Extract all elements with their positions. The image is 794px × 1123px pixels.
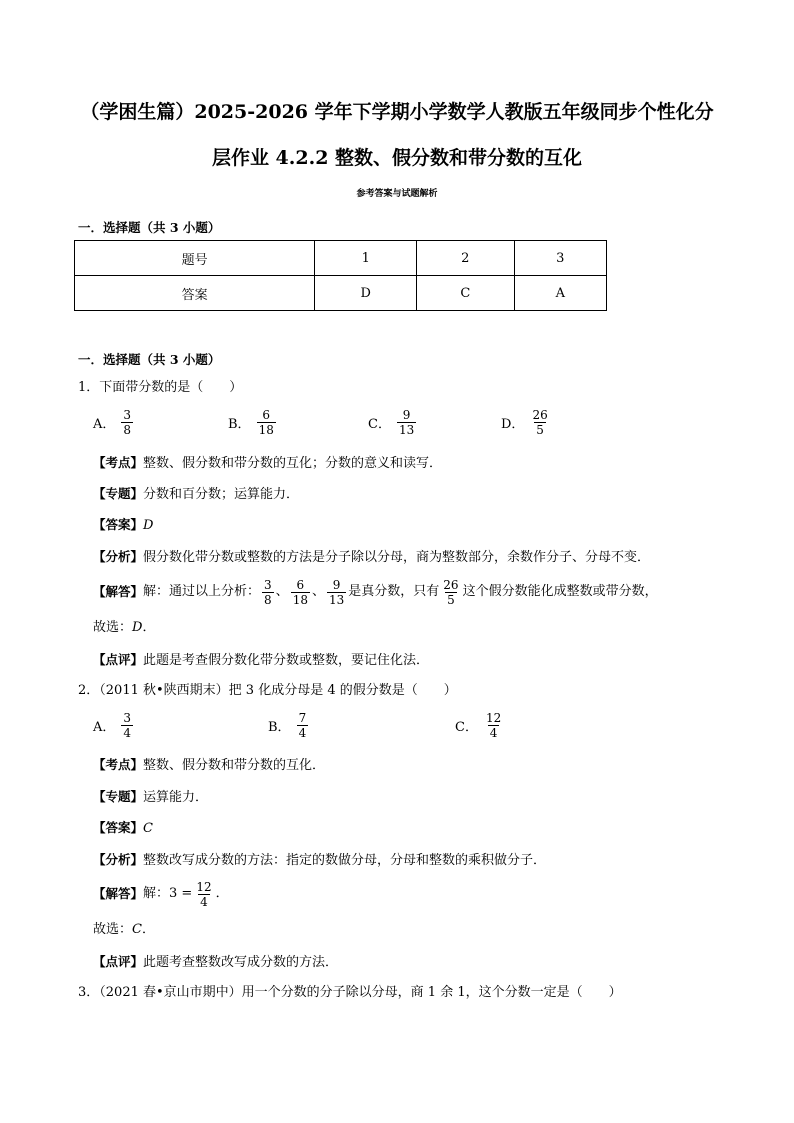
table-cell: A bbox=[514, 276, 606, 311]
dianping-tag: 【点评】 bbox=[93, 652, 144, 667]
table-header-cell: 题号 bbox=[75, 241, 315, 276]
numerator: 6 bbox=[262, 408, 271, 422]
jieda-tag: 【解答】 bbox=[93, 584, 144, 599]
fraction bbox=[194, 880, 213, 909]
table-cell: D bbox=[315, 276, 417, 311]
fenxi-text: 假分数化带分数或整数的方法是分子除以分母，商为整数部分，余数作分子、分母不变． bbox=[143, 550, 651, 565]
numerator: 3 bbox=[123, 711, 132, 725]
denominator: 13 bbox=[398, 423, 415, 437]
guxuan-text: 故选： bbox=[93, 922, 133, 937]
fenxi-text: 整数改写成分数的方法：指定的数做分母，分母和整数的乘积做分子． bbox=[143, 853, 547, 868]
jieda-text: 解：通过以上分析： bbox=[143, 584, 261, 599]
fraction bbox=[327, 578, 346, 607]
kaodian-tag: 【考点】 bbox=[93, 455, 144, 470]
fraction bbox=[121, 408, 133, 437]
numerator: 3 bbox=[123, 408, 132, 422]
q2-kaodian bbox=[93, 755, 325, 776]
denominator: 8 bbox=[264, 592, 272, 607]
separator: 、 bbox=[311, 584, 325, 599]
jieda-text: 解：3 = bbox=[143, 886, 193, 901]
document-subtitle: 参考答案与试题解析 bbox=[356, 189, 438, 199]
jieda-end: ． bbox=[215, 886, 229, 901]
fraction bbox=[121, 711, 133, 740]
daan-text: D bbox=[143, 518, 154, 533]
guxuan-end: ． bbox=[142, 620, 156, 635]
numerator: 3 bbox=[264, 577, 272, 592]
jieda-tag: 【解答】 bbox=[93, 886, 144, 901]
denominator: 5 bbox=[447, 592, 455, 607]
kaodian-text: 整数、假分数和带分数的互化． bbox=[143, 758, 326, 773]
denominator: 8 bbox=[123, 423, 132, 437]
fraction bbox=[484, 711, 503, 740]
q1-option-a bbox=[93, 408, 135, 437]
document-title-line-1: （学困生篇）2025-2026 学年下学期小学数学人教版五年级同步个性化分 bbox=[80, 101, 714, 123]
numerator: 12 bbox=[485, 711, 502, 725]
table-header-cell: 答案 bbox=[75, 276, 315, 311]
numerator: 9 bbox=[332, 577, 341, 592]
denominator: 4 bbox=[123, 726, 132, 740]
q1-option-b bbox=[228, 408, 278, 437]
guxuan-answer: C bbox=[132, 922, 142, 937]
numerator: 7 bbox=[298, 711, 307, 725]
answer-section-heading: 一．选择题（共 3 小题） bbox=[78, 220, 221, 235]
fraction bbox=[262, 578, 274, 607]
question-3-stem: 3．（2021 春•京山市期中）用一个分数的分子除以分母，商 1 余 1，这个分数一定是（ ） bbox=[78, 985, 622, 1000]
question-2-stem: 2．（2011 秋•陕西期末）把 3 化成分母是 4 的假分数是（ ） bbox=[78, 683, 457, 698]
option-label: C． bbox=[368, 417, 391, 432]
guxuan-text: 故选： bbox=[93, 620, 133, 635]
fraction bbox=[291, 578, 310, 607]
option-label: A． bbox=[93, 417, 116, 432]
q1-option-c bbox=[368, 408, 418, 437]
table-cell: C bbox=[417, 276, 514, 311]
numerator: 12 bbox=[196, 879, 212, 894]
numerator: 9 bbox=[402, 408, 411, 422]
q2-dianping bbox=[93, 952, 338, 973]
answer-table bbox=[74, 240, 607, 311]
fraction bbox=[530, 408, 549, 437]
q1-fenxi bbox=[93, 547, 650, 568]
option-label: B． bbox=[268, 720, 291, 735]
q1-option-d bbox=[501, 408, 552, 437]
q2-zhuanti bbox=[93, 787, 208, 808]
table-cell: 3 bbox=[514, 241, 606, 276]
fraction bbox=[257, 408, 276, 437]
q1-dianping bbox=[93, 650, 429, 671]
jieda-text: 是真分数，只有 bbox=[348, 584, 440, 599]
daan-text: C bbox=[143, 821, 153, 836]
numerator: 26 bbox=[532, 408, 548, 422]
zhuanti-text: 运算能力． bbox=[143, 790, 209, 805]
table-row bbox=[75, 276, 607, 311]
numerator: 6 bbox=[296, 577, 305, 592]
numerator: 26 bbox=[443, 577, 459, 592]
fraction bbox=[297, 711, 309, 740]
dianping-tag: 【点评】 bbox=[93, 954, 144, 969]
option-label: C． bbox=[455, 720, 478, 735]
option-label: D． bbox=[501, 417, 525, 432]
q2-jieda bbox=[93, 878, 229, 910]
jieda-text: 这个假分数能化成整数或带分数， bbox=[462, 584, 658, 599]
kaodian-tag: 【考点】 bbox=[93, 757, 144, 772]
question-1-stem: 1．下面带分数的是（ ） bbox=[78, 380, 243, 395]
q2-option-b bbox=[268, 711, 310, 740]
q1-guxuan bbox=[93, 618, 155, 638]
denominator: 13 bbox=[328, 592, 345, 607]
q1-jieda bbox=[93, 576, 658, 608]
document-title-line-2: 层作业 4.2.2 整数、假分数和带分数的互化 bbox=[211, 147, 583, 169]
fraction bbox=[397, 408, 416, 437]
dianping-text: 此题是考查假分数化带分数或整数，要记住化法． bbox=[143, 653, 430, 668]
denominator: 5 bbox=[536, 423, 544, 437]
q2-fenxi bbox=[93, 850, 546, 871]
daan-tag: 【答案】 bbox=[93, 517, 144, 532]
table-cell: 2 bbox=[417, 241, 514, 276]
kaodian-text: 整数、假分数和带分数的互化；分数的意义和读写． bbox=[143, 456, 443, 471]
zhuanti-text: 分数和百分数；运算能力． bbox=[143, 487, 300, 502]
fenxi-tag: 【分析】 bbox=[93, 549, 144, 564]
fraction bbox=[441, 578, 460, 607]
zhuanti-tag: 【专题】 bbox=[93, 486, 144, 501]
q2-daan bbox=[93, 818, 153, 839]
detail-section-heading: 一．选择题（共 3 小题） bbox=[78, 352, 221, 367]
table-row bbox=[75, 241, 607, 276]
denominator: 18 bbox=[292, 592, 308, 607]
denominator: 4 bbox=[298, 726, 307, 740]
table-cell: 1 bbox=[315, 241, 417, 276]
separator: 、 bbox=[275, 584, 289, 599]
option-label: A． bbox=[93, 720, 116, 735]
denominator: 4 bbox=[200, 894, 208, 909]
denominator: 4 bbox=[489, 726, 498, 740]
q1-zhuanti bbox=[93, 484, 299, 505]
daan-tag: 【答案】 bbox=[93, 820, 144, 835]
q1-kaodian bbox=[93, 453, 442, 474]
dianping-text: 此题考查整数改写成分数的方法． bbox=[143, 955, 339, 970]
q2-option-a bbox=[93, 711, 135, 740]
zhuanti-tag: 【专题】 bbox=[93, 789, 144, 804]
option-label: B． bbox=[228, 417, 251, 432]
q1-daan bbox=[93, 515, 153, 536]
guxuan-answer: D bbox=[132, 620, 143, 635]
guxuan-end: ． bbox=[141, 922, 155, 937]
denominator: 18 bbox=[258, 423, 274, 437]
q2-option-c bbox=[455, 711, 505, 740]
fenxi-tag: 【分析】 bbox=[93, 852, 144, 867]
q2-guxuan bbox=[93, 920, 155, 940]
